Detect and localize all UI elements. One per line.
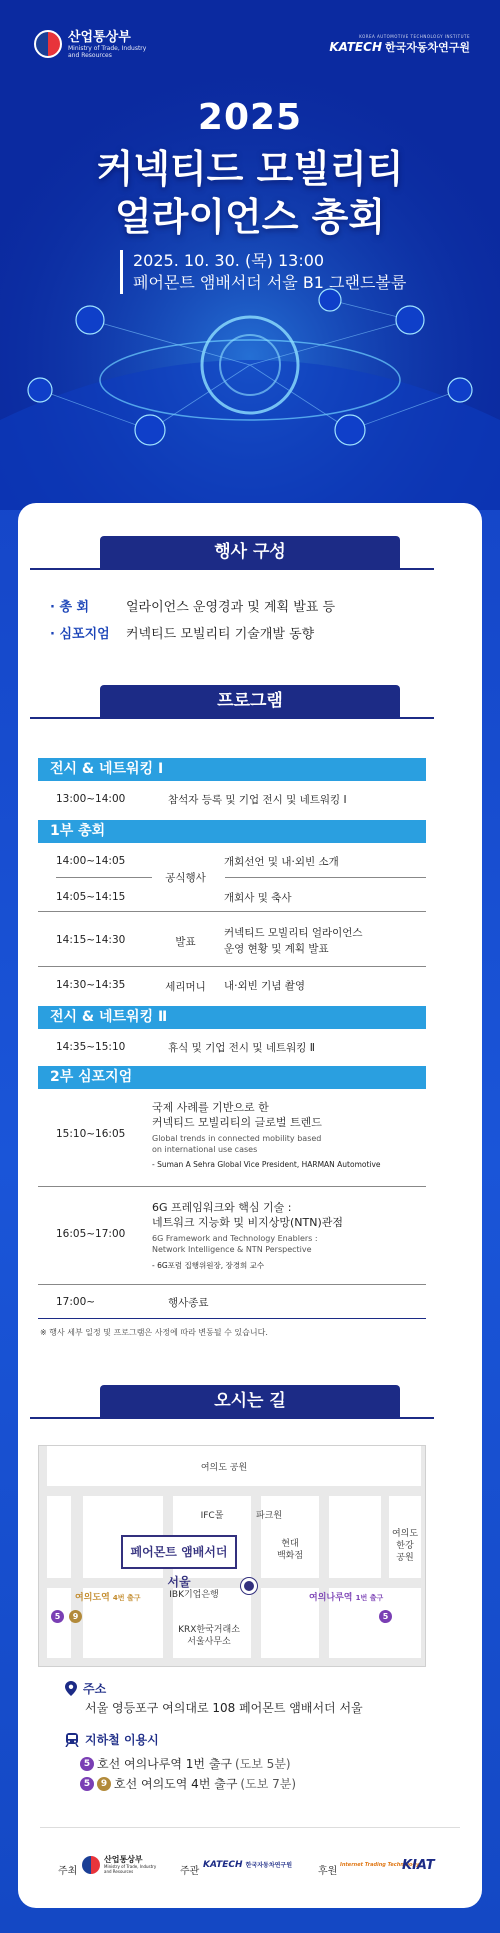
subway-icon [65, 1733, 79, 1747]
katech-kr-name: 한국자동차연구원 [384, 41, 470, 54]
subway-route-2: 5 9 호선 여의도역 4번 출구 (도보 7분) [80, 1775, 296, 1792]
divider [38, 1186, 426, 1187]
ministry-logo [34, 30, 146, 59]
sponsor-label: 후원 [318, 1866, 338, 1877]
address-text: 서울 영등포구 여의대로 108 페어몬트 앰배서더 서울 [85, 1701, 363, 1715]
event-title-line2: 얼라이언스 총회 [114, 195, 386, 239]
directions-heading: 오시는 길 [100, 1385, 400, 1417]
line5-icon: 5 [51, 1610, 64, 1623]
line5-icon: 5 [80, 1757, 94, 1771]
program-band: 전시 & 네트워킹 Ⅱ [38, 1006, 426, 1029]
map-line-badges-left [51, 1606, 82, 1625]
program-band: 전시 & 네트워킹 Ⅰ [38, 758, 426, 781]
footer [0, 1848, 500, 1888]
hero-banner [0, 0, 500, 510]
map-label-ifc: IFC몰 [200, 1511, 224, 1521]
organizer-logo: KATECH 한국자동차연구원 [203, 1860, 293, 1870]
program-heading: 프로그램 [100, 685, 400, 717]
map-label-ibk: IBK기업은행 [169, 1590, 219, 1600]
event-date: 2025. 10. 30. (목) 13:00 [133, 251, 325, 270]
divider [40, 1827, 460, 1828]
ministry-emblem-icon [34, 30, 62, 58]
divider [30, 568, 434, 570]
composition-heading: 행사 구성 [100, 536, 400, 568]
talk-2: 6G 프레임워크와 핵심 기술 : 네트워크 지능화 및 비지상망(NTN)관점 6G Framework and Technology Enablers : Network Intelligence & NTN Perspective - 6G포럼 집행위원장, 장경희 교수 [152, 1201, 344, 1270]
location-map [38, 1445, 426, 1667]
event-venue: 페어몬트 앰배서더 서울 B1 그랜드볼룸 [133, 273, 407, 292]
map-station-yeouinaru: 여의나루역 1번 출구 [309, 1593, 384, 1603]
address-heading: 주소 [65, 1680, 106, 1697]
map-pin-icon [65, 1681, 77, 1696]
katech-logo [329, 34, 470, 55]
talk-1: 국제 사례를 기반으로 한 커넥티드 모빌리티의 글로벌 트렌드 Global trends in connected mobility based on international use cases - Suman A Sehra Global Vice President, HARMAN Automotive [152, 1101, 381, 1169]
program-note: ※ 행사 세부 일정 및 프로그램은 사정에 따라 변동될 수 있습니다. [40, 1328, 268, 1337]
map-station-yeouido: 여의도역 4번 출구 [75, 1593, 141, 1603]
divider [30, 717, 434, 719]
divider [225, 877, 426, 878]
composition-item: · 총 회 얼라이언스 운영경과 및 계획 발표 등 [50, 600, 336, 615]
event-year: 2025 [197, 97, 303, 138]
sponsor-logo-1: Internet Trading Technology [340, 1862, 420, 1868]
map-label-park: 여의도 공원 [200, 1463, 248, 1473]
program-band: 2부 심포지엄 [38, 1066, 426, 1089]
event-datetime [120, 250, 406, 294]
ministry-name: 산업통상부 [68, 30, 131, 45]
divider [38, 911, 426, 912]
ministry-en-line2: and Resources [68, 52, 112, 59]
host-logo: 산업통상부 Ministry of Trade, Industry and Resources [82, 1856, 156, 1874]
event-title-line1: 커넥티드 모빌리티 [96, 147, 404, 191]
composition-item: · 심포지엄 커넥티드 모빌리티 기술개발 동향 [50, 627, 315, 642]
subway-heading: 지하철 이용시 [65, 1731, 159, 1748]
program-band: 1부 총회 [38, 820, 426, 843]
sponsor-logo-kiat: KIAT [402, 1858, 435, 1873]
katech-brand: KATECH [329, 40, 382, 54]
map-label-hangang-park: 여의도 한강 공원 [391, 1529, 419, 1563]
divider [38, 1318, 426, 1319]
map-line-badge-right [379, 1606, 392, 1625]
host-label: 주최 [58, 1866, 78, 1877]
divider [38, 1284, 426, 1285]
line5-icon: 5 [80, 1777, 94, 1791]
divider [56, 877, 152, 878]
ministry-emblem-icon [82, 1856, 100, 1874]
map-label-krx: KRX한국거래소 서울사무소 [178, 1625, 240, 1647]
ministry-en-line1: Ministry of Trade, Industry [68, 45, 147, 52]
divider [38, 966, 426, 967]
map-label-hyundai: 현대 백화점 [276, 1539, 304, 1561]
line9-icon: 9 [69, 1610, 82, 1623]
organizer-label: 주관 [180, 1866, 200, 1877]
subway-route-1: 5 호선 여의나루역 1번 출구 (도보 5분) [80, 1755, 291, 1772]
divider [30, 1417, 434, 1419]
location-pin-icon [241, 1578, 257, 1594]
map-label-parcone: 파크원 [255, 1511, 283, 1521]
katech-en-name: KOREA AUTOMOTIVE TECHNOLOGY INSTITUTE [359, 34, 470, 39]
hotel-callout: 페어몬트 앰배서더 서울 [121, 1535, 237, 1569]
line5-icon: 5 [379, 1610, 392, 1623]
line9-icon: 9 [97, 1777, 111, 1791]
